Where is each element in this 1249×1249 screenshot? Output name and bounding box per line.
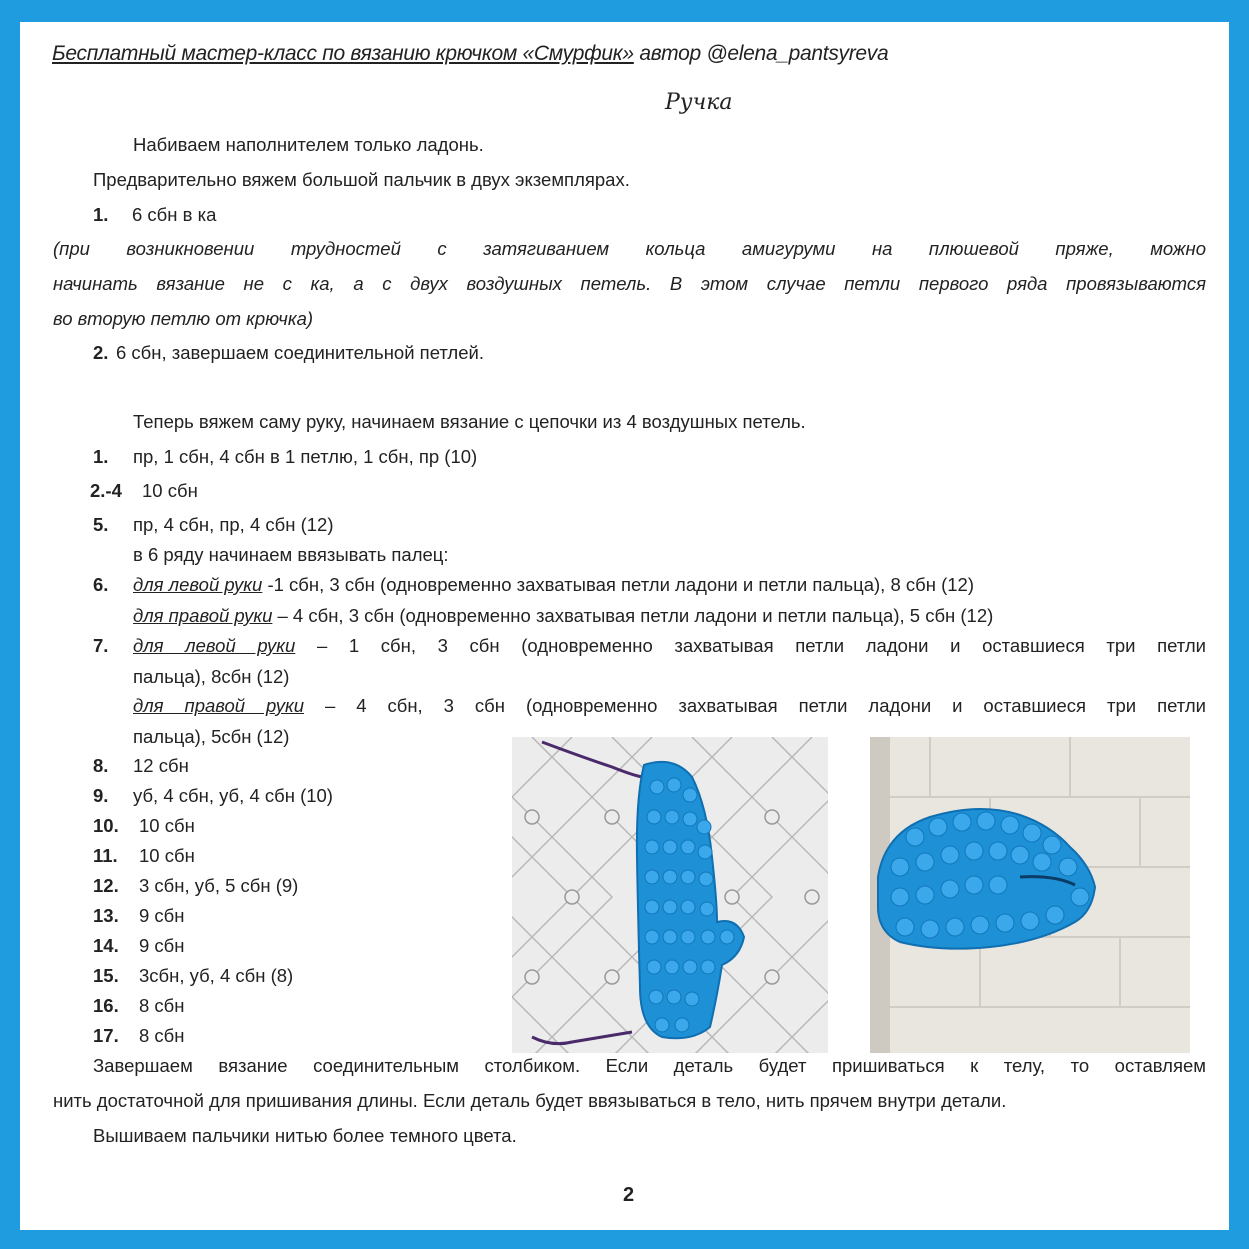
row6-right-text: – 4 сбн, 3 сбн (одновременно захватывая петли ладони и петли пальца), 5 сбн (12): [272, 605, 994, 626]
arm-intro: Теперь вяжем саму руку, начинаем вязание с цепочки из 4 воздушных петель.: [133, 411, 806, 432]
row-text: 10 сбн: [139, 815, 195, 836]
row-text: уб, 4 сбн, уб, 4 сбн (10): [133, 785, 333, 806]
row-number: 17.: [93, 1025, 119, 1046]
finish-line: Завершаем вязание соединительным столбиком. Если деталь будет пришиваться к телу, то оставляем: [93, 1055, 1206, 1076]
row-number: 2.: [93, 342, 109, 363]
row7-left-text: – 1 сбн, 3 сбн (одновременно захватывая петли ладони и оставшиеся три петли: [295, 635, 1206, 656]
row-number: 2.-4: [90, 480, 122, 501]
row7-left-cont: пальца), 8сбн (12): [133, 666, 290, 687]
left-hand-label: для левой руки: [133, 574, 263, 595]
row-text: пр, 4 сбн, пр, 4 сбн (12): [133, 514, 334, 535]
row-text: 12 сбн: [133, 755, 189, 776]
document-page: [20, 22, 1229, 1230]
row-text: 9 сбн: [139, 905, 185, 926]
row-number: 1.: [93, 204, 109, 225]
row-text: пр, 1 сбн, 4 сбн в 1 петлю, 1 сбн, пр (10): [133, 446, 478, 467]
intro-line: Предварительно вяжем большой пальчик в двух экземплярах.: [93, 169, 630, 190]
photo-mitten-side: [870, 737, 1190, 1053]
row-number: 9.: [93, 785, 109, 806]
row6-left-text: -1 сбн, 3 сбн (одновременно захватывая петли ладони и петли пальца), 8 сбн (12): [262, 574, 974, 595]
note-line: начинать вязание не с ка, а с двух воздушных петель. В этом случае петли первого ряда провязываются: [53, 273, 1206, 294]
intro-line: Набиваем наполнителем только ладонь.: [133, 134, 484, 155]
left-hand-label: для левой руки: [133, 635, 296, 656]
row-text: 9 сбн: [139, 935, 185, 956]
mitten-side-illustration: [870, 737, 1190, 1053]
row-text: в 6 ряду начинаем ввязывать палец:: [133, 544, 449, 565]
row-number: 11.: [93, 845, 118, 866]
row-text: 10 сбн: [139, 845, 195, 866]
row-text: 8 сбн: [139, 995, 185, 1016]
row-text: 6 сбн в ка: [132, 204, 217, 225]
row-number: 14.: [93, 935, 119, 956]
row7-right-text: – 4 сбн, 3 сбн (одновременно захватывая петли ладони и оставшиеся три петли: [304, 695, 1206, 716]
finish-line: нить достаточной для пришивания длины. Если деталь будет ввязываться в тело, нить прячем внутри детали.: [53, 1090, 1007, 1111]
row-number: 1.: [93, 446, 109, 467]
finish-line: Вышиваем пальчики нитью более темного цвета.: [93, 1125, 517, 1146]
right-hand-label: для правой руки: [133, 695, 305, 716]
row6-right: [133, 603, 993, 629]
row-number: 10.: [93, 815, 119, 836]
row-text: 3 сбн, уб, 5 сбн (9): [139, 875, 299, 896]
row7-right: [133, 693, 1206, 719]
section-title: Ручка: [665, 90, 733, 115]
header-title: Бесплатный мастер-класс по вязанию крючком «Смурфик»: [52, 42, 634, 65]
row-text: 6 сбн, завершаем соединительной петлей.: [116, 342, 484, 363]
row-text: 8 сбн: [139, 1025, 185, 1046]
row-number: 8.: [93, 755, 109, 776]
row-number: 15.: [93, 965, 119, 986]
page-number: 2: [623, 1184, 635, 1206]
row-number: 16.: [93, 995, 119, 1016]
row7-right-cont: пальца), 5сбн (12): [133, 726, 290, 747]
row-number: 5.: [93, 514, 109, 535]
row-text: 3сбн, уб, 4 сбн (8): [139, 965, 294, 986]
row-number: 6.: [93, 574, 109, 595]
header-author: автор @elena_pantsyreva: [633, 42, 889, 65]
row-number: 12.: [93, 875, 119, 896]
row-text: 10 сбн: [142, 480, 198, 501]
header: [52, 42, 888, 66]
note-line: во вторую петлю от крючка): [53, 308, 314, 329]
row-number: 13.: [93, 905, 119, 926]
note-line: (при возникновении трудностей с затягиванием кольца амигуруми на плюшевой пряже, можно: [53, 238, 1206, 259]
mitten-flat-illustration: [512, 737, 828, 1053]
row6-left: [133, 572, 974, 598]
right-hand-label: для правой руки: [133, 605, 273, 626]
photo-mitten-flat: [512, 737, 828, 1053]
row7-left: [133, 633, 1206, 659]
row-number: 7.: [93, 635, 109, 656]
